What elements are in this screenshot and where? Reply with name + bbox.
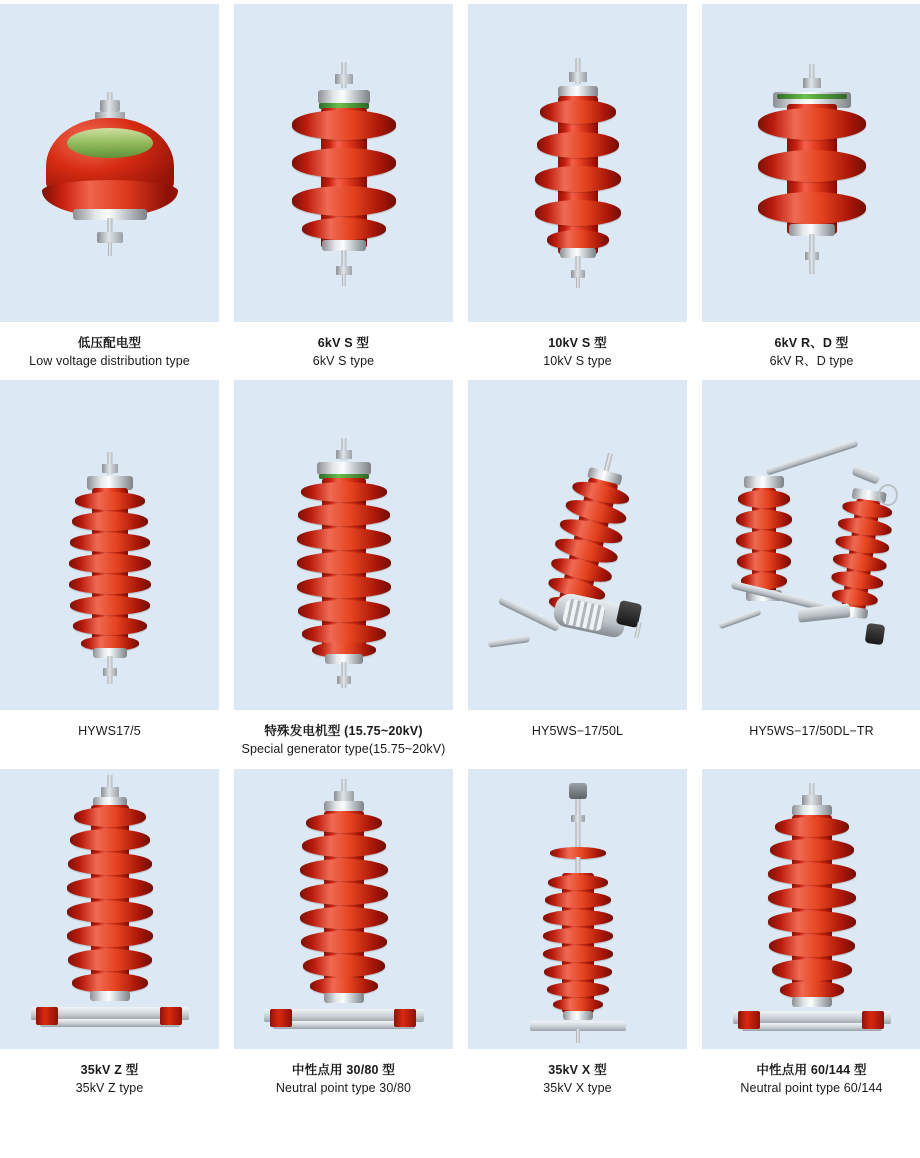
caption-en: HY5WS−17/50DL−TR [749,724,874,739]
terminal-nut-icon [102,464,118,473]
bottom-flange-icon [792,997,832,1007]
product-caption [234,322,453,370]
product-photo-low-voltage-distribution-type [0,4,219,322]
product-caption [0,1049,219,1097]
arrester-shed [548,875,608,890]
arrester-shed [297,528,391,550]
arrester-shed [306,813,382,833]
arrester-shed [758,150,866,182]
product-caption [702,1049,920,1097]
arrester-shed [302,624,386,644]
caption-cn: 6kV R、D 型 [774,336,849,350]
arrester-shed [543,946,613,962]
arrester-shed [758,108,866,140]
product-caption [468,710,687,740]
arrester-shed [301,931,387,953]
product-card-low-voltage-distribution-type [0,4,219,370]
product-photo-hyws17-5 [0,380,219,710]
ground-lead-icon [342,274,346,286]
product-card-hy5ws-17-50l [468,380,687,758]
arrester-shed [301,482,387,502]
arrester-shed [300,907,388,929]
product-caption [0,322,219,370]
product-card-35kv-z-type [0,769,219,1097]
insulator-shed [737,552,791,571]
product-caption [468,322,687,370]
product-photo-35kv-x-type [468,769,687,1049]
arrester-shed [540,100,616,124]
arrester-shed [67,901,153,923]
product-row-1 [0,0,920,370]
terminal-nut-icon [335,74,353,84]
product-photo-hy5ws-17-50dl-tr [702,380,920,710]
caption-en: HY5WS−17/50L [531,724,624,739]
arrester-shed [775,817,849,837]
product-photo-hy5ws-17-50l [468,380,687,710]
terminal-cap-icon [865,623,886,645]
arrester-shed [537,132,619,158]
arrester-shed [543,928,613,944]
product-photo-6kv-r-d-type [702,4,920,322]
terminal-nut-icon [569,72,587,82]
arrester-shed [69,575,151,594]
caption-en: Special generator type(15.75~20kV) [241,742,446,757]
base-plate-lower [40,1019,180,1027]
terminal-nut-icon [100,100,120,112]
insulator-shed [736,531,792,550]
insulator-shed [736,510,792,529]
fuse-cutout-hinge [851,465,881,485]
rod-nut-icon [571,815,585,822]
caption-en: 10kV S type [543,354,612,369]
caption-en: Neutral point type 30/80 [275,1080,412,1095]
arrester-shed [297,552,391,574]
base-plate-lower [742,1023,882,1031]
mounting-bracket-icon [744,476,784,488]
caption-cn: 低压配电型 [77,336,142,350]
arrester-shed [543,910,613,926]
top-terminal-block-icon [569,783,587,799]
base-insulator-foot [160,1007,182,1025]
terminal-nut-icon [803,78,821,88]
base-insulator-foot [394,1009,416,1027]
product-card-10kv-s-type [468,4,687,370]
product-card-special-generator-type [234,380,453,758]
product-card-hy5ws-17-50dl-tr [702,380,920,758]
caption-cn: 6kV S 型 [317,336,370,350]
product-card-neutral-point-type-30-80 [234,769,453,1097]
product-photo-35kv-z-type [0,769,219,1049]
arrester-shed [535,166,621,192]
bottom-flange-icon [324,993,364,1003]
product-label-sticker [67,128,153,158]
arrester-shed [768,887,856,909]
arrester-shed [770,839,854,861]
upper-rod-icon [575,799,580,851]
arrester-shed [300,859,388,881]
arrester-shed [547,230,609,250]
arrester-shed [302,218,386,240]
arrester-shed [67,925,153,947]
caption-cn: 35kV X 型 [548,1062,607,1077]
arrester-shed [769,935,855,957]
base-insulator-foot [270,1009,292,1027]
arrester-shed [70,829,150,851]
product-photo-6kv-s-type [234,4,453,322]
product-photo-10kv-s-type [468,4,687,322]
insulator-shed [738,490,790,508]
terminal-nut-icon [101,787,119,797]
top-flange-icon [318,90,370,104]
product-photo-special-generator-type [234,380,453,710]
product-photo-neutral-point-type-60-144 [702,769,920,1049]
fuse-cutout-arm [765,440,858,476]
caption-en: 6kV R、D type [769,354,854,369]
ground-stud-icon [341,662,346,688]
caption-en: 6kV S type [312,354,375,369]
arrester-shed [73,617,147,635]
product-caption [468,1049,687,1097]
arrester-shed [72,512,148,531]
arrester-shed [298,600,390,622]
arrester-shed [553,998,603,1011]
caption-en: HYWS17/5 [78,724,141,739]
arrester-shed [545,892,611,908]
product-row-3 [0,765,920,1097]
arrester-shed [292,148,396,178]
green-band-marker [777,94,847,99]
ground-nut-icon [805,252,819,260]
product-caption [234,710,453,758]
arrester-shed [298,504,390,526]
ground-lead-icon [576,1029,580,1043]
arrester-shed [535,200,621,226]
bottom-flange-icon [90,991,130,1001]
arrester-shed [74,807,146,827]
caption-en: Low voltage distribution type [29,354,190,369]
arrester-shed [72,973,148,993]
ground-lead-icon [108,242,112,256]
ground-lead-icon [576,277,580,288]
base-insulator-foot [738,1011,760,1029]
product-caption [0,710,219,740]
caption-cn: 35kV Z 型 [80,1062,139,1077]
arrester-shed [547,982,609,997]
product-photo-neutral-point-type-30-80 [234,769,453,1049]
arrester-shed [70,596,150,615]
terminal-nut-icon [336,450,352,459]
ground-nut-icon [337,676,351,684]
arrester-shed [68,949,152,971]
product-caption [234,1049,453,1097]
arrester-shed [768,911,856,933]
caption-cn: 10kV S 型 [548,336,607,350]
arrester-shed [768,863,856,885]
arrester-shed [68,853,152,875]
base-insulator-foot [862,1011,884,1029]
base-insulator-foot [36,1007,58,1025]
arrester-shed [302,835,386,857]
arrester-shed [75,492,145,510]
product-caption [702,710,920,740]
arrester-shed [758,192,866,224]
ground-nut-icon [103,668,117,676]
product-caption [702,322,920,370]
caption-cn: 中性点用 60/144 型 [756,1062,867,1077]
arrester-shed [544,964,612,980]
caption-en: 35kV X type [543,1080,612,1095]
arrester-shed [292,186,396,216]
arrester-shed [70,533,150,552]
product-card-hyws17-5 [0,380,219,758]
caption-en: Neutral point type 60/144 [740,1080,883,1095]
arrester-shed [303,955,385,977]
product-card-6kv-r-d-type [702,4,920,370]
caption-cn: 中性点用 30/80 型 [291,1062,396,1077]
arrester-shed [297,576,391,598]
arrester-shed [292,110,396,140]
caption-en: 35kV Z type [75,1080,144,1095]
arrester-shed [67,877,153,899]
caption-cn: 特殊发电机型 (15.75~20kV) [264,724,423,739]
arrester-shed [69,554,151,573]
product-card-35kv-x-type [468,769,687,1097]
bottom-flange-icon [563,1011,593,1020]
arrester-shed [300,883,388,905]
product-row-2 [0,376,920,758]
arrester-shed [772,959,852,981]
product-card-6kv-s-type [234,4,453,370]
product-card-neutral-point-type-60-144 [702,769,920,1097]
